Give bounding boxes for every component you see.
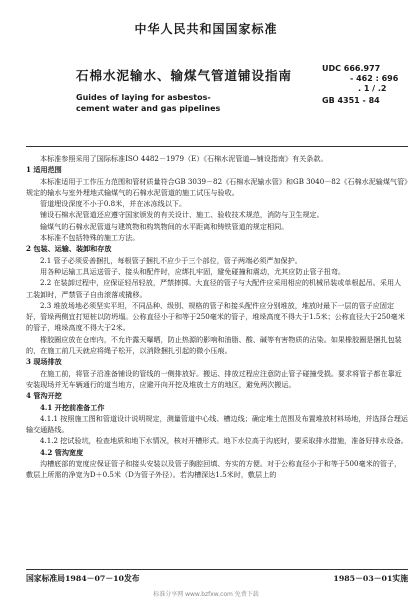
document-body <box>26 153 408 481</box>
header-divider <box>26 146 408 147</box>
clause-2-2: 2.2 在装卸过程中，应保证轻吊轻放，严禁摔掷。大直径的管子与大配件应采用相应的机械吊装或单根起吊。采用人工装卸时，严禁管子自由滚落或撬移。 <box>26 278 402 299</box>
intro-paragraph: 本标准参照采用了国际标准ISO 4482－1979（E）《石棉水泥管道—铺设指南》有关条款。 <box>40 154 328 163</box>
section-2-paragraph: 橡胶圈应放在仓库内，不允许露天曝晒，防止热源的影响和油脂、酸、碱等有害物质的沾染。如果橡胶圈是捆扎包装的，在施工前几天就应将绳子松开，以消除捆扎引起的微小压痕。 <box>26 334 402 356</box>
section-2-heading: 2 包装、运输、装卸和存放 <box>26 244 112 254</box>
gb-code: GB 4351 - 84 <box>322 96 380 105</box>
title-block <box>76 66 306 114</box>
section-2-paragraph: 用各种运输工具运送管子、接头和配件时，应绑扎牢固，避免碰撞和震动，尤其应防止管子扭弯。 <box>40 266 346 276</box>
footer <box>26 569 408 584</box>
clause-4-2-paragraph: 沟槽底部的宽度应保证管子和接头安装以及管子胸腔回填、夯实的方便。对于公称直径小于和等于500毫米的管子，敷层上所需的净宽为D＋0.5米（D为管子外径）。若沟槽深达1.5米时，敷层上的 <box>26 459 402 480</box>
clause-2-1: 2.1 管子必须妥善捆扎，每根管子捆扎不应少于三个部位，管子两端必须严加保护。 <box>40 255 302 265</box>
section-1-paragraph: 本标准适用于工作压力范围和管材质量符合GB 3039－82《石棉水泥输水管》和GB 3040－82《石棉水泥输煤气管》规定的输水与室外埋地式输煤气的石棉水泥管道的施工试压与验收。 <box>26 176 408 197</box>
section-3-heading: 3 现场排放 <box>26 357 62 367</box>
udc-code-line2: - 462 : 696 <box>350 74 399 83</box>
issuing-country-standard: 中华人民共和国国家标准 <box>134 22 278 36</box>
udc-code: UDC 666.977 <box>322 64 381 73</box>
section-1-paragraph: 输煤气的石棉水泥管道与建筑物和构筑物间的水平距离和铸铁管道的规定相同。 <box>40 221 289 231</box>
section-1-paragraph: 铺设石棉水泥管道还应遵守国家颁发的有关设计、施工、验收技术规范，消防与卫生规定。 <box>40 210 324 220</box>
section-1-paragraph: 管道埋设深度不小于0.8米，并在冰冻线以下。 <box>40 199 187 209</box>
section-1-paragraph: 本标准不包括特殊的施工方法。 <box>40 233 140 243</box>
document-title-chinese: 石棉水泥输水、输煤气管道铺设指南 <box>76 68 293 83</box>
clause-4-2-heading: 4.2 管沟宽度 <box>40 447 84 457</box>
clause-4-1-1: 4.1.1 按照施工图和管道设计说明规定，测量管道中心线、槽边线；确定堆土范围及布置堆放材料场地，并选择合理运输交通路线。 <box>26 413 408 435</box>
publish-date: 国家标准局1984－07－10发布 <box>26 574 140 583</box>
clause-2-3: 2.3 堆放场地必须坚实平坦，不同品种、级别、规格的管子和接头配件应分别堆放，堆放时最下一层的管子应固定好，管垛两侧宜打短桩以防坍塌。公称直径小于和等于250毫米的管子，堆垛高度不得大于1.5米；公称直径大于250毫米的管子，堆垛高度不得大于2米。 <box>26 300 405 333</box>
section-1-heading: 1 适用范围 <box>26 165 62 175</box>
clause-4-1-2: 4.1.2 挖试验坑，检查地质和地下水情况，核对开槽形式。地下水位高于沟底时，要采取排水措施，准备好排水设备。 <box>40 436 408 446</box>
standard-codes <box>322 64 408 106</box>
site-watermark: 标准分享网 www.bzfxw.com 免费下载 <box>153 591 259 598</box>
clause-4-1-heading: 4.1 开挖前准备工作 <box>40 402 105 412</box>
effective-date: 1985－03－01实施 <box>333 574 408 583</box>
section-4-heading: 4 管沟开挖 <box>26 391 62 401</box>
section-3-paragraph: 在施工前，将管子沿准备铺设的管线的一侧排放好。搬运、排放过程应注意防止管子碰撞受损。要求将管子都在靠近安装现场并无车辆通行的道当地方，应避开向开挖及堆放土方的地区，避免两次搬运。 <box>26 368 402 389</box>
document-title-english: Guides of laying for asbestos- cement water and gas pipelines <box>76 93 221 113</box>
udc-code-line3: . 1 / .2 <box>358 84 387 93</box>
